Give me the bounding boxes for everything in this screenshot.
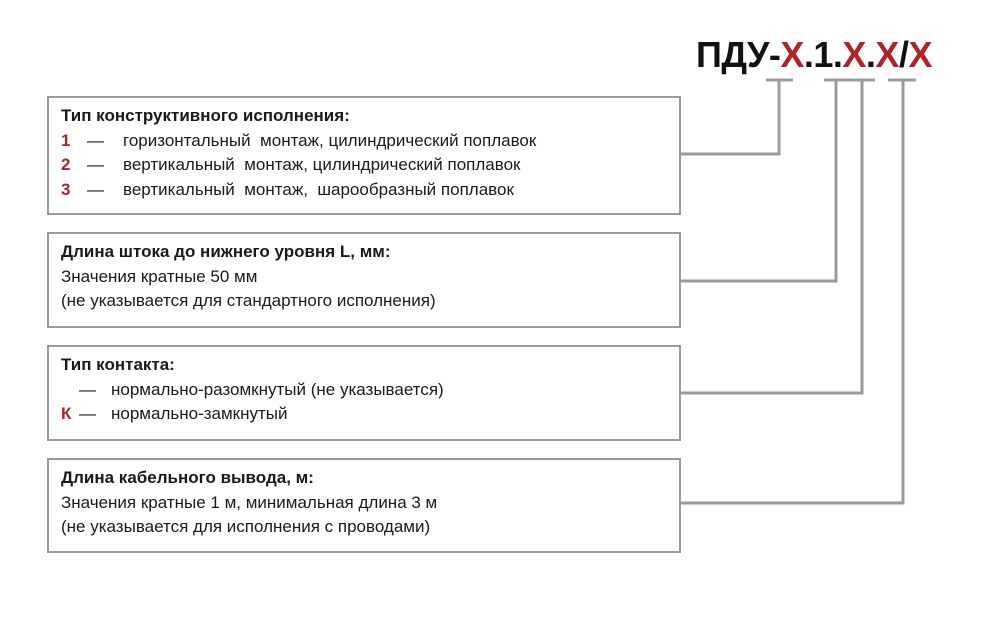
option-text: нормально-разомкнутый (не указывается) (111, 379, 444, 399)
option-code: 2 (61, 155, 71, 174)
code-var-4: X (908, 34, 932, 75)
stem-length-line-2: (не указывается для стандартного исполнения) (61, 291, 436, 310)
option-code: К (61, 404, 72, 423)
code-sep-2: . (865, 34, 876, 75)
option-dash: — (87, 130, 104, 150)
model-code (696, 30, 932, 80)
construction-type-heading: Тип конструктивного исполнения: (61, 106, 350, 125)
cable-length-line-2: (не указывается для исполнения с проводами) (61, 517, 431, 536)
code-sep-3: / (898, 34, 909, 75)
contact-type-box (47, 345, 681, 441)
option-text: вертикальный монтаж, цилиндрический поплавок (123, 155, 521, 174)
option-row (61, 178, 679, 203)
option-text: горизонтальный монтаж, цилиндрический поплавок (123, 130, 537, 150)
connector-1 (681, 80, 779, 154)
code-var-3: X (875, 34, 899, 75)
option-text: нормально-замкнутый (111, 404, 288, 423)
cable-length-box (47, 458, 681, 553)
code-var-1: X (780, 34, 804, 75)
connector-4 (681, 80, 903, 503)
option-dash: — (87, 155, 104, 174)
code-var-2: X (842, 34, 866, 75)
option-dash: — (87, 179, 104, 199)
connector-2 (681, 80, 836, 281)
option-row (61, 129, 679, 154)
contact-type-heading: Тип контакта: (61, 355, 175, 374)
option-row (61, 378, 679, 403)
stem-length-box (47, 232, 681, 328)
option-code: 3 (61, 179, 71, 199)
cable-length-line-1: Значения кратные 1 м, минимальная длина 3 м (61, 492, 438, 512)
stem-length-heading: Длина штока до нижнего уровня L, мм: (61, 242, 391, 261)
cable-length-heading: Длина кабельного вывода, м: (61, 468, 314, 487)
code-sep-1: .1. (803, 34, 843, 75)
option-row (61, 402, 679, 427)
option-text: вертикальный монтаж, шарообразный поплавок (123, 179, 514, 199)
option-row (61, 153, 679, 178)
stem-length-line-1: Значения кратные 50 мм (61, 266, 258, 286)
option-code: 1 (61, 130, 71, 150)
option-dash: — (79, 404, 96, 423)
construction-type-box (47, 96, 681, 215)
option-dash: — (79, 379, 96, 399)
code-prefix: ПДУ- (696, 34, 781, 75)
